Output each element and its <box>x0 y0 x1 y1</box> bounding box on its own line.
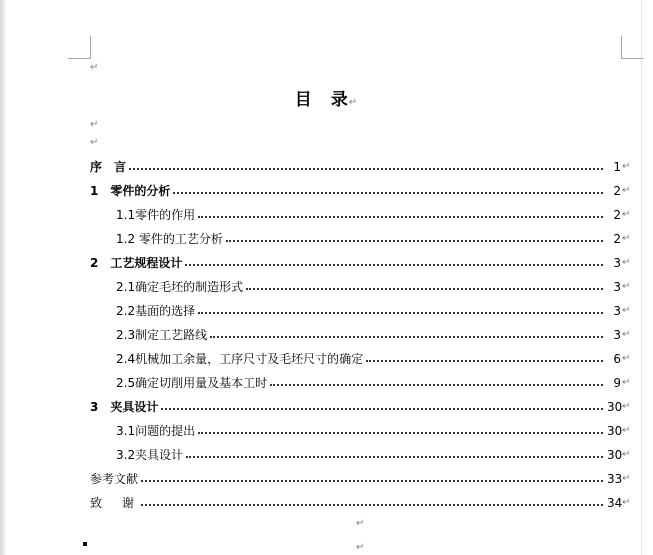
paragraph-mark: ↵ <box>622 329 631 340</box>
paragraph-mark: ↵ <box>622 209 631 220</box>
toc-entry-label: 3 夹具设计 <box>90 400 159 414</box>
toc-title[interactable] <box>0 85 653 110</box>
toc-entry-label: 1.1零件的作用 <box>116 208 196 222</box>
toc-leader <box>270 384 603 386</box>
toc-entry-page: 30 <box>607 424 623 438</box>
paragraph-mark: ↵ <box>622 473 631 484</box>
paragraph-mark: ↵ <box>90 137 99 148</box>
toc-entry-label: 3.1问题的提出 <box>116 424 196 438</box>
paragraph-mark: ↵ <box>356 542 365 553</box>
toc-entry[interactable] <box>90 252 630 270</box>
toc-entry-label: 3.2夹具设计 <box>116 448 184 462</box>
toc-leader <box>210 336 603 338</box>
toc-leader <box>141 504 603 506</box>
paragraph-mark: ↵ <box>348 97 359 108</box>
paragraph-mark: ↵ <box>622 161 631 172</box>
toc-entry-label: 2.4机械加工余量，工序尺寸及毛坯尺寸的确定 <box>116 352 364 366</box>
text-cursor-marker <box>83 542 87 546</box>
toc-entry-page: 1 <box>613 160 621 174</box>
toc-entry-label: 2 工艺规程设计 <box>90 256 183 270</box>
toc-entry[interactable] <box>90 396 630 414</box>
toc-entry-page: 30 <box>607 400 623 414</box>
toc-leader <box>173 192 603 194</box>
toc-entry[interactable] <box>116 276 630 294</box>
toc-entry[interactable] <box>90 468 630 486</box>
toc-leader <box>198 432 603 434</box>
toc-entry-page: 3 <box>613 328 621 342</box>
paragraph-mark: ↵ <box>356 518 365 529</box>
page-left-shadow <box>0 0 6 555</box>
toc-entry-page: 3 <box>613 256 621 270</box>
toc-entry[interactable] <box>116 348 630 366</box>
toc-entry[interactable] <box>116 204 630 222</box>
paragraph-mark: ↵ <box>622 257 631 268</box>
toc-entry-label: 1 零件的分析 <box>90 184 171 198</box>
toc-entry-label: 参考文献 <box>90 472 139 486</box>
toc-entry-label: 1.2 零件的工艺分析 <box>116 232 223 246</box>
toc-entry-page: 3 <box>613 280 621 294</box>
paragraph-mark: ↵ <box>622 353 631 364</box>
toc-entry-label: 2.5确定切削用量及基本工时 <box>116 376 268 390</box>
toc-entry[interactable] <box>90 180 630 198</box>
toc-entry-page: 3 <box>613 304 621 318</box>
toc-entry-page: 34 <box>607 496 623 510</box>
toc-entry-page: 2 <box>613 184 621 198</box>
toc-entry-page: 33 <box>607 472 623 486</box>
toc-entry-label: 2.1确定毛坯的制造形式 <box>116 280 244 294</box>
paragraph-mark: ↵ <box>622 305 631 316</box>
toc-entry-page: 30 <box>607 448 623 462</box>
page-right-edge <box>641 0 642 555</box>
toc-entry[interactable] <box>90 156 630 174</box>
toc-leader <box>141 480 603 482</box>
toc-leader <box>226 240 603 242</box>
toc-leader <box>198 216 603 218</box>
paragraph-mark: ↵ <box>622 233 631 244</box>
toc-leader <box>246 288 603 290</box>
toc-leader <box>161 408 603 410</box>
paragraph-mark: ↵ <box>622 377 631 388</box>
paragraph-mark: ↵ <box>90 62 99 73</box>
paragraph-mark: ↵ <box>622 425 631 436</box>
toc-leader <box>366 360 603 362</box>
paragraph-mark: ↵ <box>622 449 631 460</box>
margin-corner-top-right <box>621 36 644 59</box>
toc-title-text: 目 录 <box>294 90 349 110</box>
toc-leader <box>198 312 603 314</box>
toc-entry[interactable] <box>116 324 630 342</box>
paragraph-mark: ↵ <box>622 497 631 508</box>
margin-corner-top-left <box>68 36 91 59</box>
paragraph-mark: ↵ <box>622 185 631 196</box>
toc-entry[interactable] <box>116 444 630 462</box>
toc-leader <box>129 168 603 170</box>
toc-entry-label: 致 谢 <box>90 496 139 510</box>
toc-entry-page: 9 <box>613 376 621 390</box>
paragraph-mark: ↵ <box>90 119 99 130</box>
toc-leader <box>185 264 603 266</box>
toc-entry-page: 2 <box>613 208 621 222</box>
toc-entry-label: 2.3制定工艺路线 <box>116 328 208 342</box>
toc-entry-page: 2 <box>613 232 621 246</box>
toc-entry-label: 2.2基面的选择 <box>116 304 196 318</box>
toc-entry[interactable] <box>116 300 630 318</box>
toc-leader <box>186 456 603 458</box>
toc-entry[interactable] <box>116 372 630 390</box>
paragraph-mark: ↵ <box>622 401 631 412</box>
paragraph-mark: ↵ <box>622 281 631 292</box>
toc-entry-label: 序 言 <box>90 160 127 174</box>
toc-entry[interactable] <box>90 492 630 510</box>
toc-entry[interactable] <box>116 420 630 438</box>
toc-entry[interactable] <box>116 228 630 246</box>
toc-entry-page: 6 <box>613 352 621 366</box>
